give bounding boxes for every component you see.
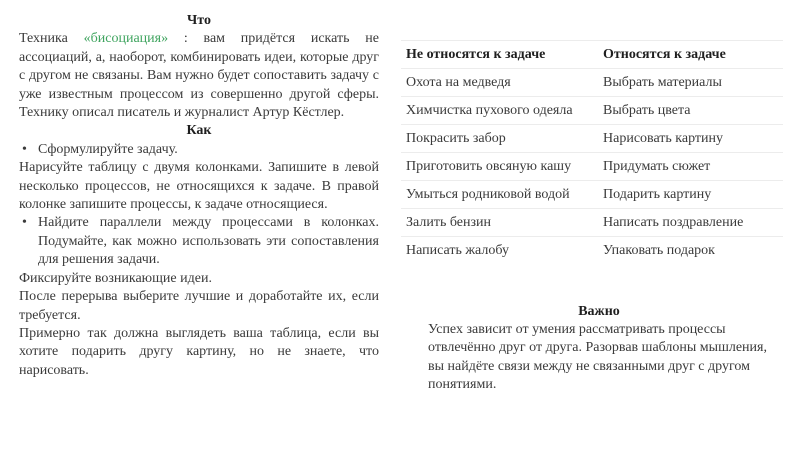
cell-unrelated: Приготовить овсяную кашу [401,153,598,181]
bullet-icon: • [22,141,27,157]
cell-unrelated: Написать жалобу [401,237,598,265]
step-paragraph: Нарисуйте таблицу с двумя колонками. Запишите в левой несколько процессов, не относящихся к задаче. В правой колонке запишите процессы, к задаче относящиеся. [19,160,379,213]
important-note [428,303,780,394]
steps-list [19,141,379,380]
table-header-row [401,41,783,69]
cell-unrelated: Залить бензин [401,209,598,237]
table-row [401,69,783,97]
table-row [401,237,783,265]
step-text: Найдите параллели между процессами в колонках. Подумайте, как можно использовать эти сопоставления для решения задачи. [38,215,379,268]
how-heading: Как [186,123,212,139]
what-intro-prefix: Техника [19,31,84,47]
important-text: Успех зависит от умения рассматривать процессы отвлечённо друг от друга. Разорвав шаблоны мышления, вы найдёте связи между не связанными друг с другом понятиями. [428,322,767,392]
step-paragraph: Фиксируйте возникающие идеи. [19,270,212,286]
cell-unrelated: Охота на медведя [401,69,598,97]
bullet-icon: • [22,215,27,231]
bisociation-term: «бисоциация» [83,31,169,47]
cell-related: Упаковать подарок [598,237,783,265]
table-row [401,209,783,237]
table-row [401,125,783,153]
step-text: Сформулируйте задачу. [38,141,178,157]
what-heading: Что [187,13,211,28]
cell-related: Нарисовать картину [598,125,783,153]
step-bullet-item [19,141,379,159]
important-heading: Важно [578,304,620,319]
cell-related: Выбрать цвета [598,97,783,125]
step-bullet-item [19,214,379,269]
cell-related: Придумать сюжет [598,153,783,181]
cell-unrelated: Покрасить забор [401,125,598,153]
cell-unrelated: Химчистка пухового одеяла [401,97,598,125]
cell-related: Написать поздравление [598,209,783,237]
table-row [401,97,783,125]
left-column [19,12,379,380]
cell-related: Выбрать материалы [598,69,783,97]
step-bullet-list [19,141,379,159]
table-row [401,181,783,209]
what-intro-rest: : вам придётся искать не ассоциаций, а, наоборот, комбинировать идеи, которые друг с другом не связаны. Вам нужно будет сопоставить задачу с уже известным процессом из совершенно другой сферы. Технику описал писатель и журналист Артур Кёстлер. [19,31,379,121]
cell-unrelated: Умыться родниковой водой [401,181,598,209]
comparison-table-wrap [401,40,783,264]
header-unrelated: Не относятся к задаче [401,41,598,69]
comparison-table [401,40,783,264]
header-related: Относятся к задаче [598,41,783,69]
step-paragraph: Примерно так должна выглядеть ваша таблица, если вы хотите подарить другу картину, но не знаете, что нарисовать. [19,325,379,378]
cell-related: Подарить картину [598,181,783,209]
step-paragraph: После перерыва выберите лучшие и доработайте их, если требуется. [19,289,379,323]
what-intro [19,30,379,122]
step-bullet-list [19,214,379,269]
table-row [401,153,783,181]
